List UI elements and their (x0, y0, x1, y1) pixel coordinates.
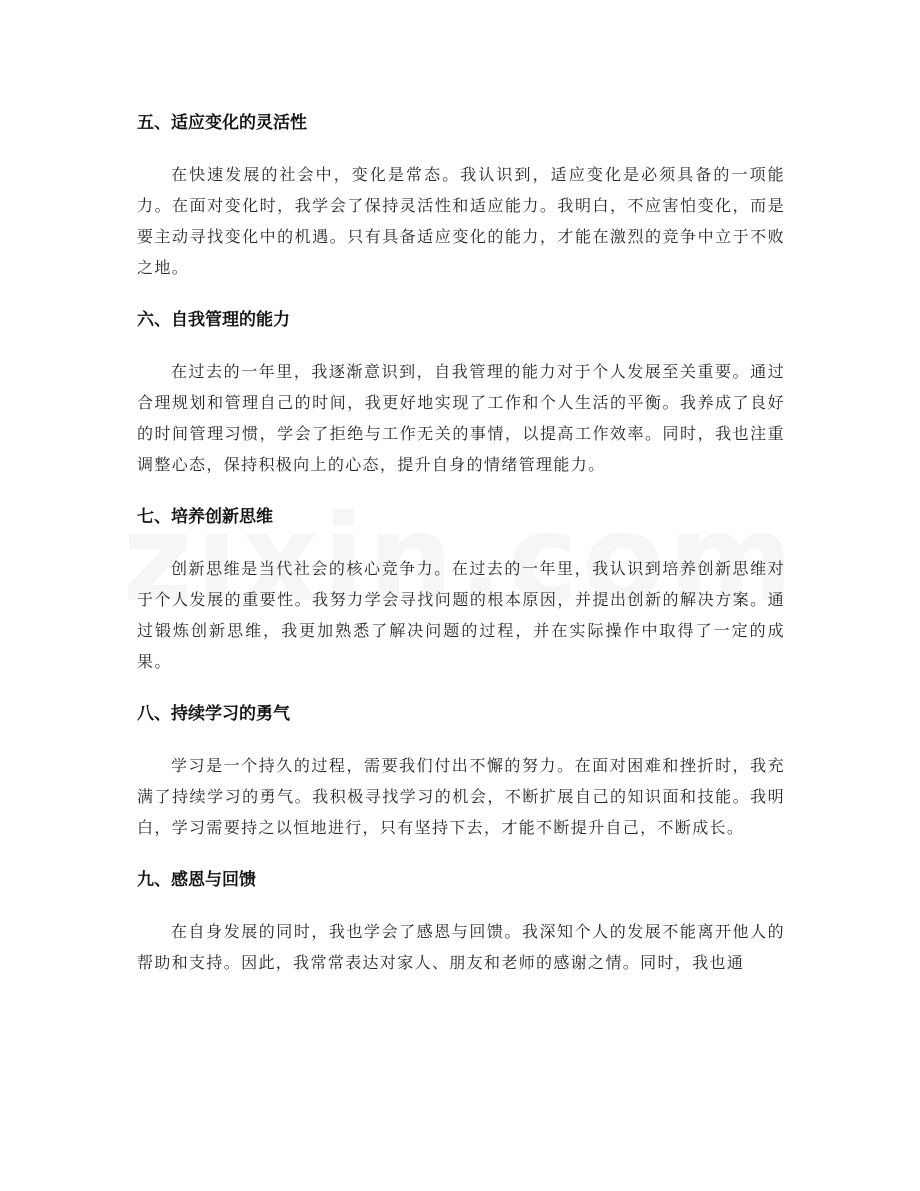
section-7 (137, 500, 785, 697)
section-heading: 八、持续学习的勇气 (137, 704, 290, 724)
section-6 (137, 303, 785, 500)
section-paragraph: 在快速发展的社会中，变化是常态。我认识到，适应变化是必须具备的一项能力。在面对变化时，我学会了保持灵活性和适应能力。我明白，不应害怕变化，而是要主动寻找变化中的机遇。只有具备适应变化的能力，才能在激烈的竞争中立于不败之地。 (137, 165, 785, 277)
section-8 (137, 697, 785, 863)
section-heading: 五、适应变化的灵活性 (137, 113, 307, 133)
document-body (137, 106, 785, 998)
section-paragraph: 学习是一个持久的过程，需要我们付出不懈的努力。在面对困难和挫折时，我充满了持续学习的勇气。我积极寻找学习的机会，不断扩展自己的知识面和技能。我明白，学习需要持之以恒地进行，只有坚持下去，才能不断提升自己，不断成长。 (137, 756, 785, 837)
section-5 (137, 106, 785, 303)
section-paragraph: 创新思维是当代社会的核心竞争力。在过去的一年里，我认识到培养创新思维对于个人发展的重要性。我努力学会寻找问题的根本原因，并提出创新的解决方案。通过锻炼创新思维，我更加熟悉了解决问题的过程，并在实际操作中取得了一定的成果。 (137, 559, 785, 671)
section-heading: 七、培养创新思维 (137, 507, 273, 527)
section-paragraph: 在过去的一年里，我逐渐意识到，自我管理的能力对于个人发展至关重要。通过合理规划和管理自己的时间，我更好地实现了工作和个人生活的平衡。我养成了良好的时间管理习惯，学会了拒绝与工作无关的事情，以提高工作效率。同时，我也注重调整心态，保持积极向上的心态，提升自身的情绪管理能力。 (137, 362, 785, 474)
section-heading: 六、自我管理的能力 (137, 310, 290, 330)
section-heading: 九、感恩与回馈 (137, 870, 256, 890)
section-paragraph: 在自身发展的同时，我也学会了感恩与回馈。我深知个人的发展不能离开他人的帮助和支持。因此，我常常表达对家人、朋友和老师的感谢之情。同时，我也通 (137, 922, 785, 972)
section-9 (137, 863, 785, 998)
